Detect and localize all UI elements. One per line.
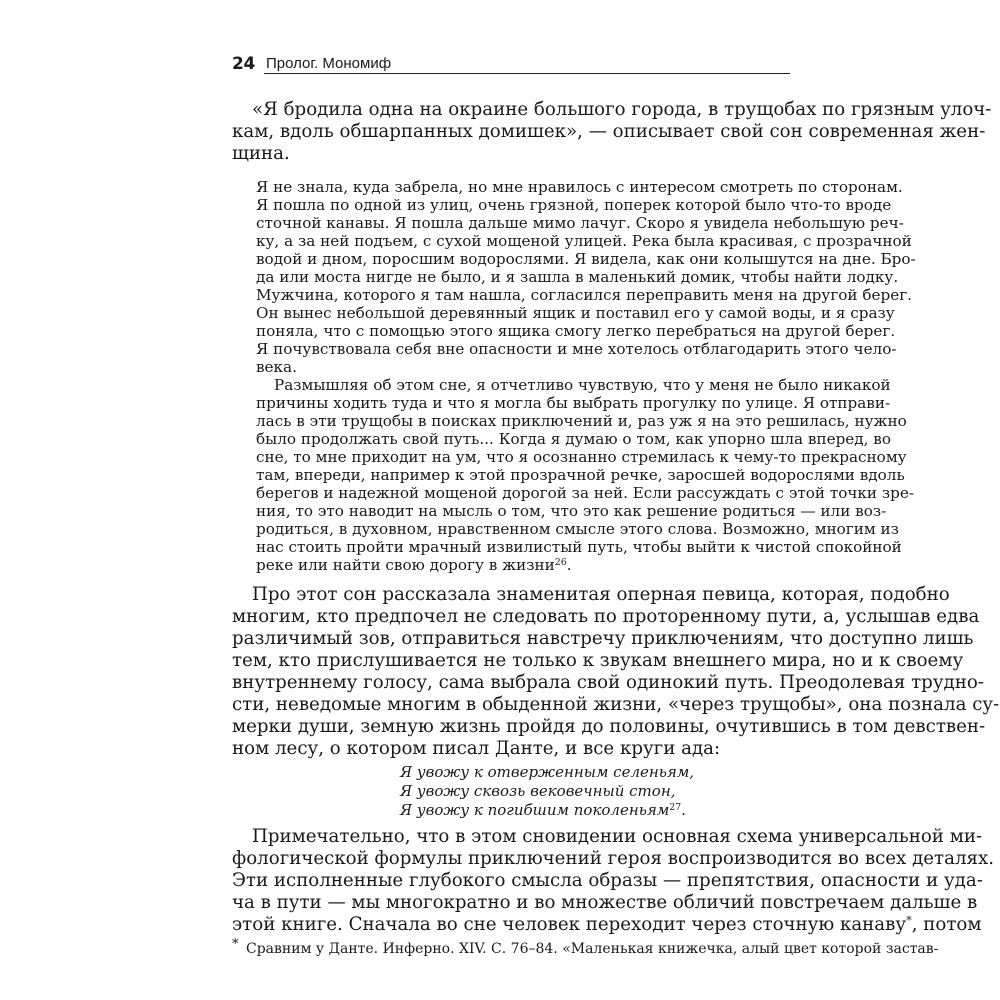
text-line: сти, неведомые многим в обыденной жизни, «через трущобы», она познала су- xyxy=(232,694,1000,715)
text-line: тем, кто прислушивается не только к звукам внешнего мира, но и к своему xyxy=(232,650,964,671)
quote-line-text: реке или найти свою дорогу в жизни xyxy=(256,556,555,574)
text-line-body: этой книге. Сначала во сне человек переходит через сточную канаву xyxy=(232,914,907,935)
footnote-mark: * xyxy=(232,937,239,952)
page-number: 24 xyxy=(232,54,256,74)
quote-line: Я пошла по одной из улиц, очень грязной, поперек которой было что-то вроде xyxy=(256,196,892,214)
verse-line: Я увожу сквозь вековечный стон, xyxy=(400,782,676,800)
text-line-tail: , потом xyxy=(911,914,982,935)
text-line: Примечательно, что в этом сновидении основная схема универсальной ми- xyxy=(252,826,983,847)
quote-line: поняла, что с помощью этого ящика смогу легко перебраться на другой берег. xyxy=(256,322,896,340)
text-line: Про этот сон рассказала знаменитая оперная певица, которая, подобно xyxy=(252,584,950,605)
text-line: ча в пути — мы многократно и во множестве обличий повстречаем дальше в xyxy=(232,892,978,913)
quote-line: Он вынес небольшой деревянный ящик и поставил его у самой воды, и я сразу xyxy=(256,304,895,322)
footnote-ref: * xyxy=(906,913,912,927)
quote-line: Я почувствовала себя вне опасности и мне хотелось отблагодарить этого чело- xyxy=(256,340,897,358)
verse-line-text: Я увожу к погибшим поколеньям xyxy=(400,801,670,819)
text-line: «Я бродила одна на окраине большого города, в трущобах по грязным улоч- xyxy=(252,99,992,120)
quote-line: лась в эти трущобы в поисках приключений и, раз уж я на это решилась, нужно xyxy=(256,412,907,430)
quote-line: сне, то мне приходит на ум, что я осознанно стремилась к чему-то прекрасному xyxy=(256,448,907,466)
quote-line: Мужчина, которого я там нашла, согласился переправить меня на другой берег. xyxy=(256,286,913,304)
quote-line: причины ходить туда и что я могла бы выбрать прогулку по улице. Я отправи- xyxy=(256,394,891,412)
quote-line: берегов и надежной мощеной дорогой за ней. Если рассуждать с этой точки зре- xyxy=(256,484,915,502)
quote-line: водой и дном, поросшим водорослями. Я видела, как они колышутся на дне. Бро- xyxy=(256,250,916,268)
text-line: ном лесу, о котором писал Данте, и все круги ада: xyxy=(232,738,721,759)
text-line: многим, кто предпочел не следовать по проторенному пути, а, услышав едва xyxy=(232,606,980,627)
text-line: кам, вдоль обшарпанных домишек», — описывает свой сон современная жен- xyxy=(232,121,986,142)
quote-line: сточной канавы. Я пошла дальше мимо лачуг. Скоро я увидела небольшую реч- xyxy=(256,214,904,232)
quote-line: ку, а за ней подъем, с сухой мощеной улицей. Река была красивая, с прозрачной xyxy=(256,232,912,250)
quote-line: нас стоить пройти мрачный извилистый путь, чтобы выйти к чистой спокойной xyxy=(256,538,902,556)
header-rule xyxy=(264,73,790,74)
footnote-ref: 26 xyxy=(554,556,567,568)
text-line: различимый зов, отправиться навстречу приключениям, что доступно лишь xyxy=(232,628,974,649)
text-line: мерки души, земную жизнь пройдя до половины, очутившись в том девствен- xyxy=(232,716,986,737)
running-title: Пролог. Мономиф xyxy=(266,55,392,72)
footnote-text: Сравним у Данте. Инферно. XIV. С. 76–84. «Маленькая книжечка, алый цвет которой застав- xyxy=(246,941,939,957)
text-line: внутреннему голосу, сама выбрала свой одинокий путь. Преодолевая трудно- xyxy=(232,672,984,693)
text-line: фологической формулы приключений героя воспроизводится во всех деталях. xyxy=(232,848,995,869)
quote-line: Размышляя об этом сне, я отчетливо чувствую, что у меня не было никакой xyxy=(274,376,891,394)
quote-line: было продолжать свой путь... Когда я думаю о том, как упорно шла вперед, во xyxy=(256,430,891,448)
quote-line: там, впереди, например к этой прозрачной речке, заросшей водорослями вдоль xyxy=(256,466,905,484)
footnote-ref: 27 xyxy=(669,801,682,813)
quote-line: реке или найти свою дорогу в жизни$^{26}$. xyxy=(256,556,572,574)
text-line: Эти исполненные глубокого смысла образы — препятствия, опасности и уда- xyxy=(232,870,983,891)
verse-line: Я увожу к отверженным селеньям, xyxy=(400,763,695,781)
quote-line: века. xyxy=(256,358,297,376)
text-line xyxy=(232,913,982,935)
quote-line: да или моста нигде не было, и я зашла в маленький домик, чтобы найти лодку. xyxy=(256,268,899,286)
verse-line: Я увожу к погибшим поколеньям$^{27}$. xyxy=(400,801,686,819)
quote-line: родиться, в духовном, нравственном смысле этого слова. Возможно, многим из xyxy=(256,520,899,538)
quote-line: ния, то это наводит на мысль о том, что это как решение родиться — или воз- xyxy=(256,502,887,520)
quote-line: Я не знала, куда забрела, но мне нравилось с интересом смотреть по сторонам. xyxy=(256,178,903,196)
text-line: щина. xyxy=(232,143,290,164)
running-header xyxy=(232,53,790,75)
